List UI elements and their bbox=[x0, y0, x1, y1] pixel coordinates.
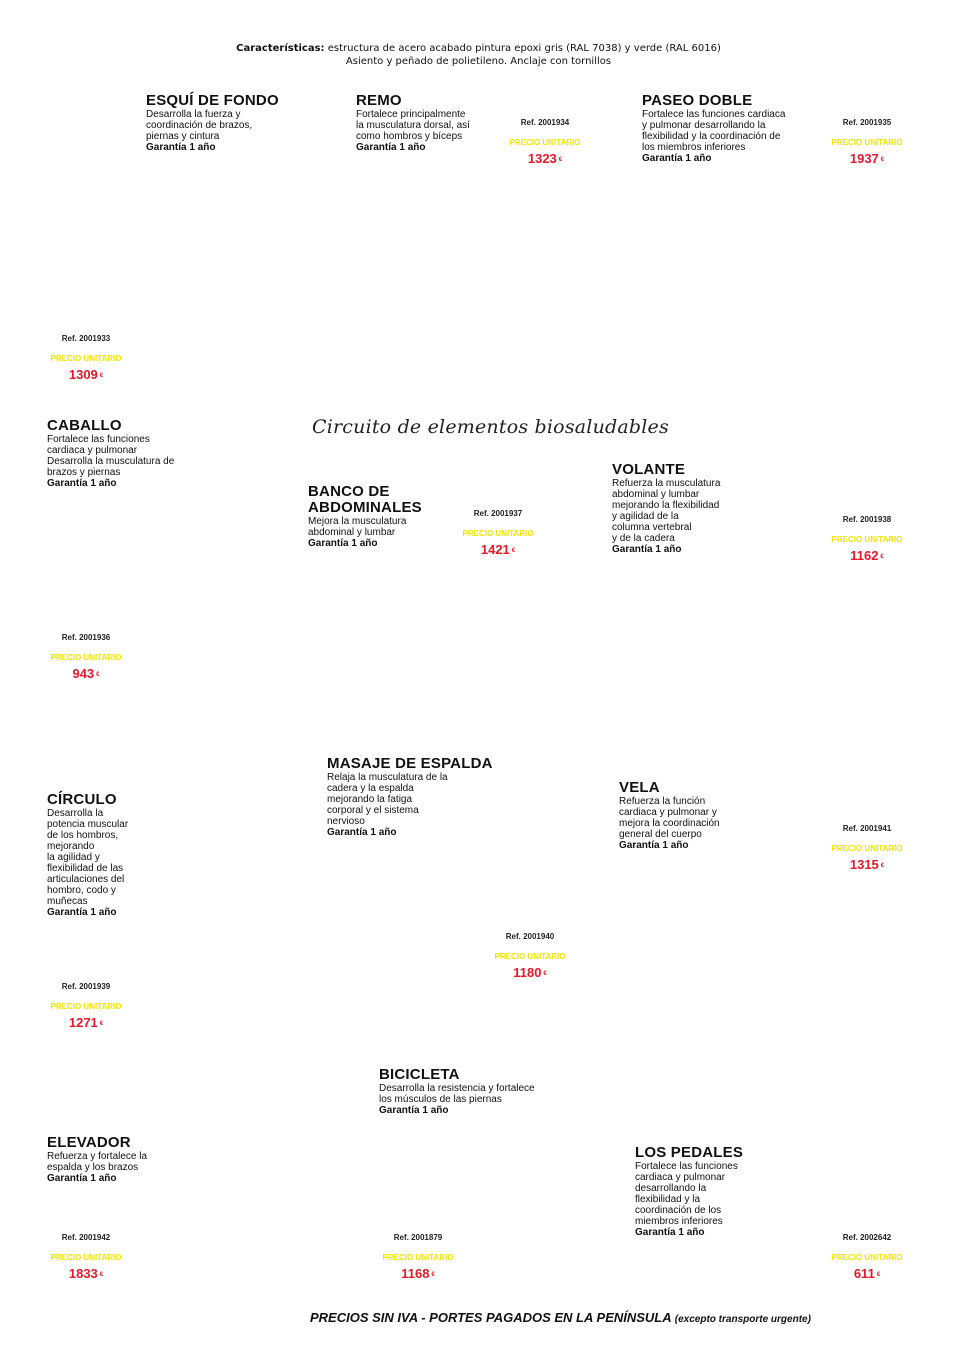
price-label: PRECIO UNITARIO bbox=[831, 138, 903, 147]
product-caballo bbox=[47, 418, 174, 489]
product-desc: Desarrolla la fuerza y coordinación de brazos, piernas y cintura bbox=[146, 109, 253, 142]
product-desc: Fortalece principalmente la musculatura dorsal, así como hombros y bíceps bbox=[356, 109, 470, 142]
product-name: ESQUÍ DE FONDO bbox=[146, 92, 279, 109]
price-amount bbox=[41, 368, 131, 383]
price-block-paseo-doble bbox=[822, 118, 912, 167]
price-block-elevador bbox=[41, 1233, 131, 1282]
currency-symbol: € bbox=[99, 373, 104, 379]
product-warranty: Garantía 1 año bbox=[47, 907, 117, 918]
product-warranty: Garantía 1 año bbox=[379, 1105, 449, 1116]
currency-symbol: € bbox=[96, 672, 100, 678]
product-desc: Refuerza la musculatura abdominal y lumbar mejorando la flexibilidad y agilidad de la columna vertebral y de la cadera bbox=[612, 478, 721, 544]
product-warranty: Garantía 1 año bbox=[146, 142, 216, 153]
price-block-bicicleta bbox=[373, 1233, 463, 1282]
currency-symbol: € bbox=[558, 157, 563, 163]
price-value: 943 bbox=[72, 666, 95, 681]
product-name: BANCO DE ABDOMINALES bbox=[308, 483, 422, 516]
product-banco-de-abdominales bbox=[308, 484, 422, 549]
product-ref: Ref. 2002642 bbox=[842, 1233, 892, 1242]
price-label: PRECIO UNITARIO bbox=[509, 138, 581, 147]
price-block-los-pedales bbox=[822, 1233, 912, 1282]
product-name: VOLANTE bbox=[612, 461, 686, 478]
price-amount bbox=[822, 549, 912, 564]
price-value: 1271 bbox=[68, 1015, 98, 1030]
price-value: 1937 bbox=[849, 151, 879, 166]
product-desc: Desarrolla la resistencia y fortalece los músculos de las piernas bbox=[379, 1083, 535, 1105]
product-desc: Fortalece las funciones cardiaca y pulmonar Desarrolla la musculatura de brazos y piernas bbox=[47, 434, 175, 478]
product-desc: Desarrolla la potencia muscular de los hombros, mejorando la agilidad y flexibilidad de las articulaciones del hombro, codo y muñecas bbox=[47, 808, 129, 907]
product-warranty: Garantía 1 año bbox=[642, 153, 712, 164]
product-bicicleta bbox=[379, 1067, 535, 1116]
product-desc: Relaja la musculatura de la cadera y la espalda mejorando la fatiga corporal y el sistema nervioso bbox=[327, 772, 448, 827]
product-warranty: Garantía 1 año bbox=[635, 1227, 705, 1238]
circuit-title: Circuito de elementos biosaludables bbox=[312, 416, 669, 438]
price-value: 1180 bbox=[513, 965, 542, 980]
price-amount bbox=[822, 858, 912, 873]
product-desc: Fortalece las funciones cardiaca y pulmonar desarrollando la flexibilidad y la coordinación de los miembros inferiores bbox=[635, 1161, 738, 1227]
price-value: 1162 bbox=[850, 548, 879, 563]
product-name: LOS PEDALES bbox=[635, 1144, 744, 1161]
price-value: 1168 bbox=[401, 1266, 430, 1281]
price-value: 1421 bbox=[480, 542, 510, 557]
price-label: PRECIO UNITARIO bbox=[50, 653, 122, 662]
product-esqui-de-fondo bbox=[146, 93, 279, 153]
product-remo bbox=[356, 93, 470, 153]
price-label: PRECIO UNITARIO bbox=[382, 1253, 454, 1262]
product-warranty: Garantía 1 año bbox=[612, 544, 682, 555]
product-desc: Refuerza la función cardiaca y pulmonar y mejora la coordinación general del cuerpo bbox=[619, 796, 720, 840]
price-amount bbox=[822, 1267, 912, 1282]
price-amount bbox=[485, 966, 575, 981]
price-amount bbox=[41, 1016, 131, 1031]
product-elevador bbox=[47, 1135, 147, 1184]
price-label: PRECIO UNITARIO bbox=[494, 952, 566, 961]
characteristics-intro bbox=[0, 42, 957, 68]
price-label: PRECIO UNITARIO bbox=[831, 1253, 903, 1262]
product-ref: Ref. 2001933 bbox=[61, 334, 111, 343]
price-block-esqui-de-fondo bbox=[41, 334, 131, 383]
product-ref: Ref. 2001937 bbox=[473, 509, 523, 518]
product-name: REMO bbox=[356, 92, 402, 109]
product-vela bbox=[619, 780, 720, 851]
price-amount bbox=[500, 152, 590, 167]
price-value: 1833 bbox=[68, 1266, 98, 1281]
price-value: 1315 bbox=[849, 857, 879, 872]
product-name: CÍRCULO bbox=[47, 791, 117, 808]
price-block-caballo bbox=[41, 633, 131, 682]
characteristics-label: Características: bbox=[236, 43, 325, 54]
currency-symbol: € bbox=[99, 1021, 104, 1027]
product-warranty: Garantía 1 año bbox=[308, 538, 378, 549]
product-ref: Ref. 2001939 bbox=[61, 982, 111, 991]
product-name: ELEVADOR bbox=[47, 1134, 131, 1151]
price-block-circulo bbox=[41, 982, 131, 1031]
footer-main: PRECIOS SIN IVA - PORTES PAGADOS EN LA PENÍNSULA bbox=[310, 1310, 672, 1325]
characteristics-line2: Asiento y peñado de polietileno. Anclaje con tornillos bbox=[345, 56, 612, 67]
product-ref: Ref. 2001940 bbox=[505, 932, 555, 941]
currency-symbol: € bbox=[511, 548, 516, 554]
currency-symbol: € bbox=[880, 554, 884, 560]
product-ref: Ref. 2001941 bbox=[842, 824, 892, 833]
currency-symbol: € bbox=[431, 1272, 435, 1278]
price-amount bbox=[453, 543, 543, 558]
product-desc: Refuerza y fortalece la espalda y los brazos bbox=[47, 1151, 148, 1173]
footer-note bbox=[310, 1310, 811, 1325]
product-warranty: Garantía 1 año bbox=[327, 827, 397, 838]
product-desc: Fortalece las funciones cardiaca y pulmonar desarrollando la flexibilidad y la coordinación de los miembros inferiores bbox=[642, 109, 786, 153]
product-name: VELA bbox=[619, 779, 660, 796]
price-value: 1323 bbox=[527, 151, 557, 166]
product-name: PASEO DOBLE bbox=[642, 92, 753, 109]
product-warranty: Garantía 1 año bbox=[619, 840, 689, 851]
price-block-banco-de-abdominales bbox=[453, 509, 543, 558]
price-label: PRECIO UNITARIO bbox=[50, 1002, 122, 1011]
price-block-remo bbox=[500, 118, 590, 167]
product-los-pedales bbox=[635, 1145, 743, 1238]
product-ref: Ref. 2001934 bbox=[520, 118, 570, 127]
price-block-masaje-de-espalda bbox=[485, 932, 575, 981]
product-ref: Ref. 2001942 bbox=[61, 1233, 111, 1242]
product-name: CABALLO bbox=[47, 417, 122, 434]
currency-symbol: € bbox=[880, 863, 885, 869]
price-label: PRECIO UNITARIO bbox=[831, 844, 903, 853]
product-ref: Ref. 2001935 bbox=[842, 118, 892, 127]
product-ref: Ref. 2001938 bbox=[842, 515, 892, 524]
currency-symbol: € bbox=[543, 971, 547, 977]
product-name: BICICLETA bbox=[379, 1066, 460, 1083]
price-amount bbox=[41, 667, 131, 682]
price-value: 611 bbox=[853, 1266, 875, 1281]
product-ref: Ref. 2001936 bbox=[61, 633, 111, 642]
product-warranty: Garantía 1 año bbox=[47, 478, 117, 489]
product-masaje-de-espalda bbox=[327, 756, 493, 838]
product-circulo bbox=[47, 792, 128, 918]
product-name: MASAJE DE ESPALDA bbox=[327, 755, 493, 772]
price-amount bbox=[373, 1267, 463, 1282]
price-label: PRECIO UNITARIO bbox=[462, 529, 534, 538]
price-block-vela bbox=[822, 824, 912, 873]
currency-symbol: € bbox=[880, 157, 885, 163]
product-warranty: Garantía 1 año bbox=[356, 142, 426, 153]
price-amount bbox=[822, 152, 912, 167]
product-warranty: Garantía 1 año bbox=[47, 1173, 117, 1184]
currency-symbol: € bbox=[99, 1272, 104, 1278]
currency-symbol: € bbox=[876, 1272, 881, 1278]
price-label: PRECIO UNITARIO bbox=[831, 535, 903, 544]
price-label: PRECIO UNITARIO bbox=[50, 354, 122, 363]
footer-small: (excepto transporte urgente) bbox=[674, 1314, 811, 1325]
price-value: 1309 bbox=[68, 367, 98, 382]
product-ref: Ref. 2001879 bbox=[393, 1233, 443, 1242]
price-block-volante bbox=[822, 515, 912, 564]
product-volante bbox=[612, 462, 720, 555]
price-label: PRECIO UNITARIO bbox=[50, 1253, 122, 1262]
characteristics-line1: estructura de acero acabado pintura epoxi gris (RAL 7038) y verde (RAL 6016) bbox=[327, 43, 721, 54]
price-amount bbox=[41, 1267, 131, 1282]
product-paseo-doble bbox=[642, 93, 785, 164]
product-desc: Mejora la musculatura abdominal y lumbar bbox=[308, 516, 407, 538]
